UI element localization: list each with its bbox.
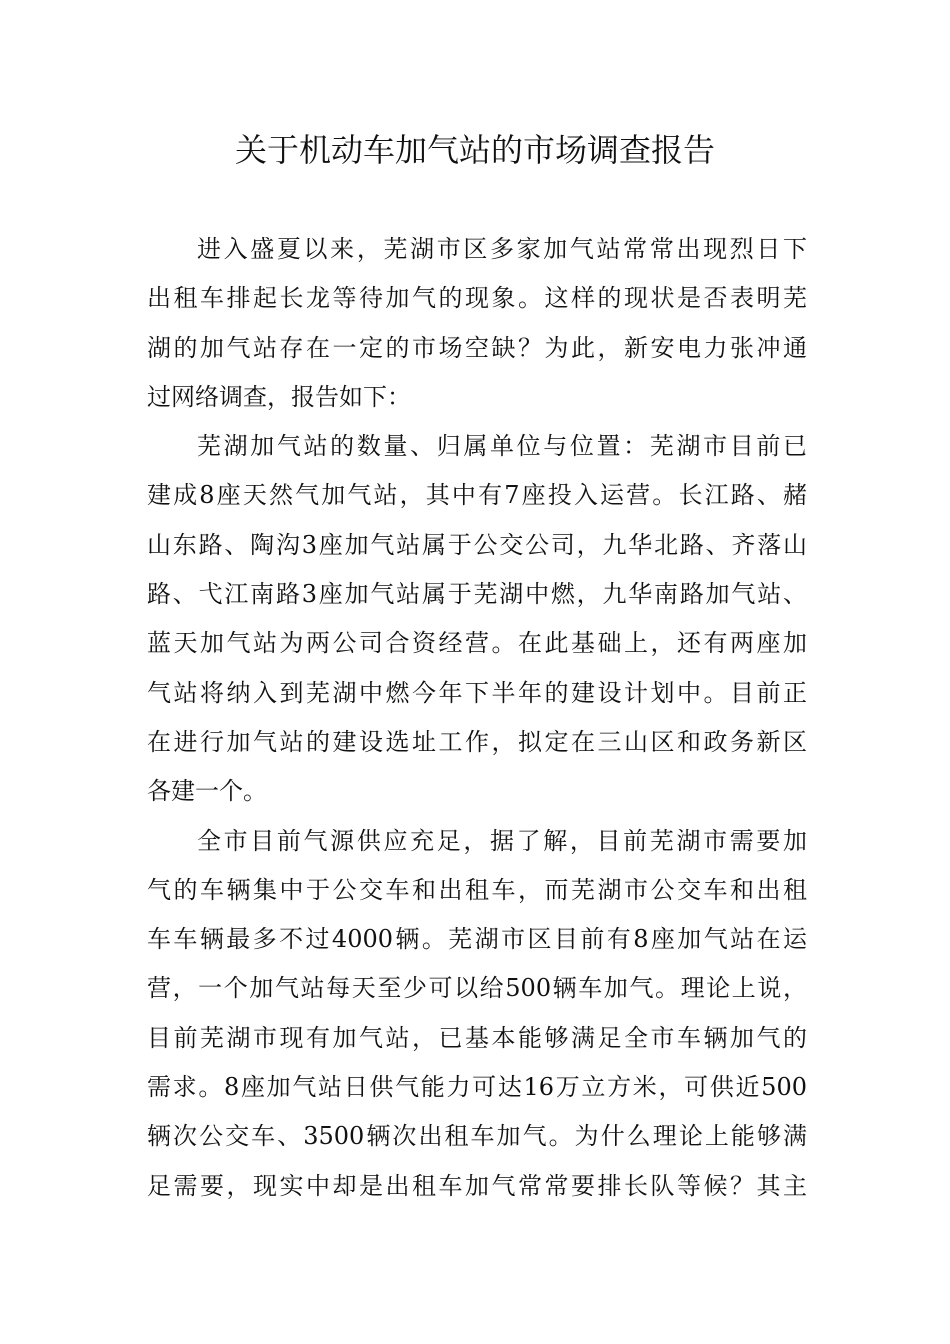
text-line: 进入盛夏以来，芜湖市区多家加气站常常出现烈日下 bbox=[197, 235, 807, 263]
text-line: 全市目前气源供应充足，据了解，目前芜湖市需要加 bbox=[197, 826, 807, 855]
text-line: 出租车排起长龙等待加气的现象。这样的现状是否表明芜 bbox=[147, 284, 807, 313]
text-line: 路、弋江南路3座加气站属于芜湖中燃，九华南路加气站、 bbox=[147, 580, 807, 609]
text-line: 辆次公交车、3500辆次出租车加气。为什么理论上能够满 bbox=[147, 1122, 807, 1151]
text-line: 山东路、陶沟3座加气站属于公交公司，九华北路、齐落山 bbox=[147, 530, 807, 559]
text-line: 湖的加气站存在一定的市场空缺？为此，新安电力张冲通 bbox=[147, 333, 807, 362]
document-body bbox=[147, 225, 807, 1211]
text-line: 气站将纳入到芜湖中燃今年下半年的建设计划中。目前正 bbox=[147, 678, 807, 707]
text-line: 气的车辆集中于公交车和出租车，而芜湖市公交车和出租 bbox=[147, 875, 807, 904]
text-line: 营，一个加气站每天至少可以给500辆车加气。理论上说， bbox=[147, 974, 807, 1003]
document-title: 关于机动车加气站的市场调查报告 bbox=[234, 131, 715, 169]
text-line: 芜湖加气站的数量、归属单位与位置：芜湖市目前已 bbox=[197, 432, 807, 461]
text-line: 需求。8座加气站日供气能力可达16万立方米，可供近500 bbox=[147, 1073, 807, 1102]
text-line: 足需要，现实中却是出租车加气常常要排长队等候？其主 bbox=[147, 1171, 807, 1200]
text-line: 蓝天加气站为两公司合资经营。在此基础上，还有两座加 bbox=[147, 629, 807, 658]
text-line: 过网络调查，报告如下： bbox=[147, 382, 411, 411]
text-line: 各建一个。 bbox=[147, 777, 267, 806]
text-line: 目前芜湖市现有加气站，已基本能够满足全市车辆加气的 bbox=[147, 1023, 807, 1052]
text-line: 车车辆最多不过4000辆。芜湖市区目前有8座加气站在运 bbox=[147, 925, 807, 954]
text-line: 在进行加气站的建设选址工作，拟定在三山区和政务新区 bbox=[147, 727, 807, 756]
text-line: 建成8座天然气加气站，其中有7座投入运营。长江路、赭 bbox=[147, 481, 807, 510]
